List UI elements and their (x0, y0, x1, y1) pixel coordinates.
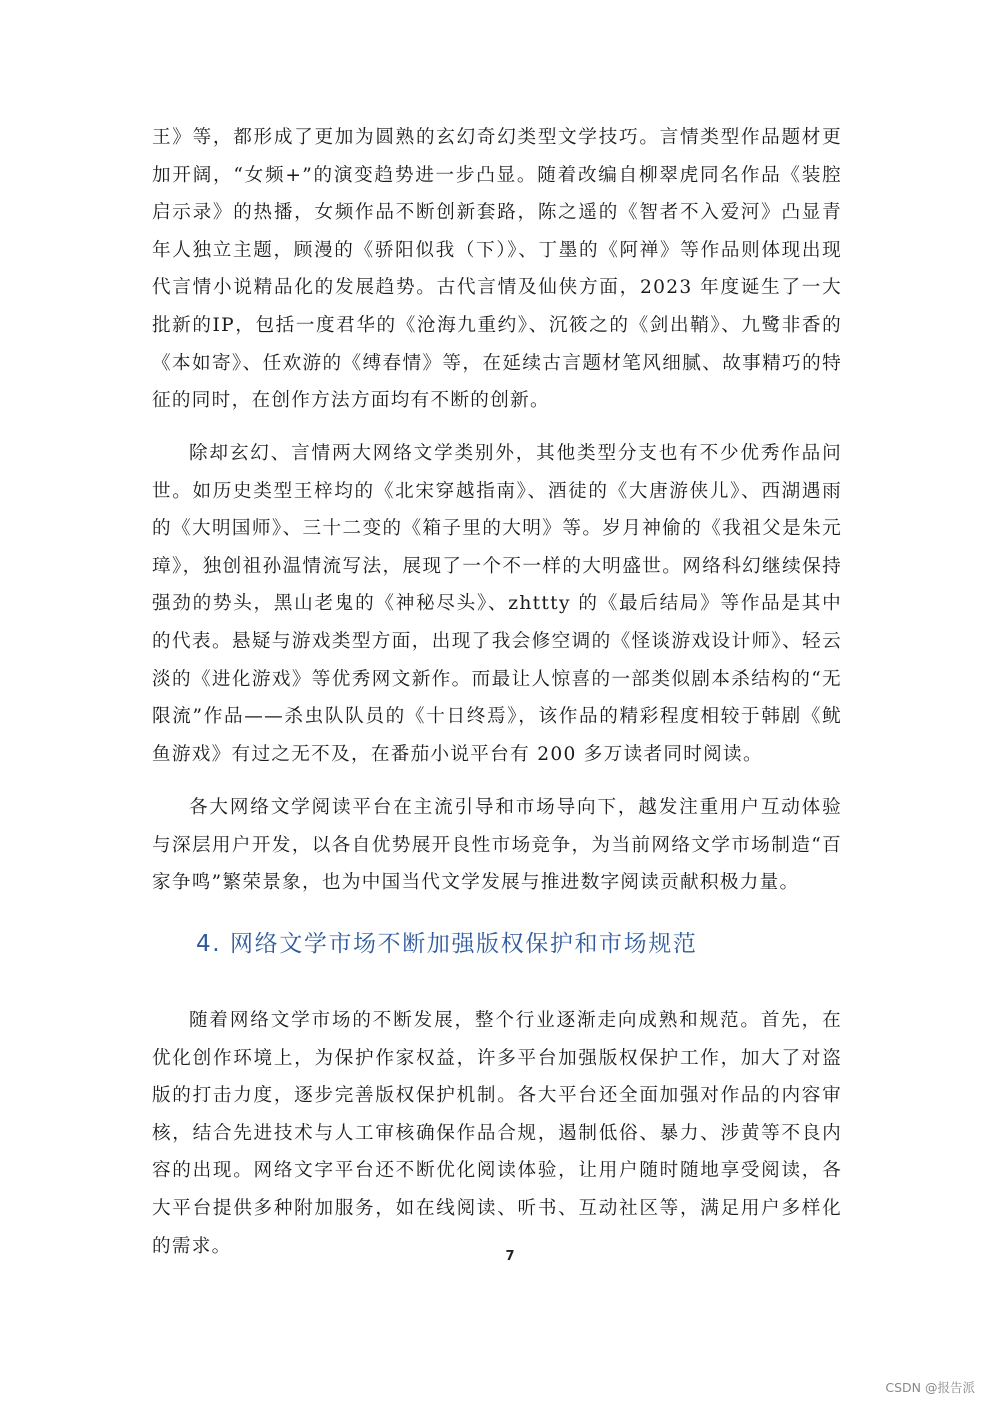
section-heading: 4. 网络文学市场不断加强版权保护和市场规范 (196, 931, 698, 957)
body-paragraph-copyright: 随着网络文学市场的不断发展，整个行业逐渐走向成熟和规范。首先，在优化创作环境上，为保护作家权益，许多平台加强版权保护工作，加大了对盗版的打击力度，逐步完善版权保护机制。各大平台还全面加强对作品的内容审核，结合先进技术与人工审核确保作品合规，遏制低俗、暴力、涉黄等不良内容的出现。网络文字平台还不断优化阅读体验，让用户随时随地享受阅读，各大平台提供多种附加服务，如在线阅读、听书、互动社区等，满足用户多样化的需求。 (152, 1010, 842, 1257)
body-paragraph-continued: 王》等，都形成了更加为圆熟的玄幻奇幻类型文学技巧。言情类型作品题材更加开阔，“女频+”的演变趋势进一步凸显。随着改编自柳翠虎同名作品《装腔启示录》的热播，女频作品不断创新套路，陈之遥的《智者不入爱河》凸显青年人独立主题，顾漫的《骄阳似我（下）》、丁墨的《阿禅》等作品则体现出现代言情小说精品化的发展趋势。古代言情及仙侠方面，2023 年度诞生了一大批新的IP，包括一度君华的《沧海九重约》、沉筱之的《剑出鞘》、九鹭非香的《本如寄》、任欢游的《缚春情》等，在延续古言题材笔风细腻、故事精巧的特征的同时，在创作方法方面均有不断的创新。 (152, 127, 842, 412)
watermark-text: CSDN @报告派 (885, 1380, 975, 1395)
body-paragraph-other-genres: 除却玄幻、言情两大网络文学类别外，其他类型分支也有不少优秀作品问世。如历史类型王梓均的《北宋穿越指南》、酒徒的《大唐游侠儿》、西湖遇雨的《大明国师》、三十二变的《箱子里的大明》等。岁月神偷的《我祖父是朱元璋》，独创祖孙温情流写法，展现了一个不一样的大明盛世。网络科幻继续保持强劲的势头，黑山老鬼的《神秘尽头》、zhttty 的《最后结局》等作品是其中的代表。悬疑与游戏类型方面，出现了我会修空调的《怪谈游戏设计师》、轻云淡的《进化游戏》等优秀网文新作。而最让人惊喜的一部类似剧本杀结构的“无限流”作品——杀虫队队员的《十日终焉》，该作品的精彩程度相较于韩剧《鱿鱼游戏》有过之无不及，在番茄小说平台有 200 多万读者同时阅读。 (152, 443, 842, 765)
page-number: 7 (505, 1249, 515, 1264)
body-paragraph-platforms: 各大网络文学阅读平台在主流引导和市场导向下，越发注重用户互动体验与深层用户开发，以各自优势展开良性市场竞争，为当前网络文学市场制造“百家争鸣”繁荣景象，也为中国当代文学发展与推进数字阅读贡献积极力量。 (152, 797, 842, 894)
